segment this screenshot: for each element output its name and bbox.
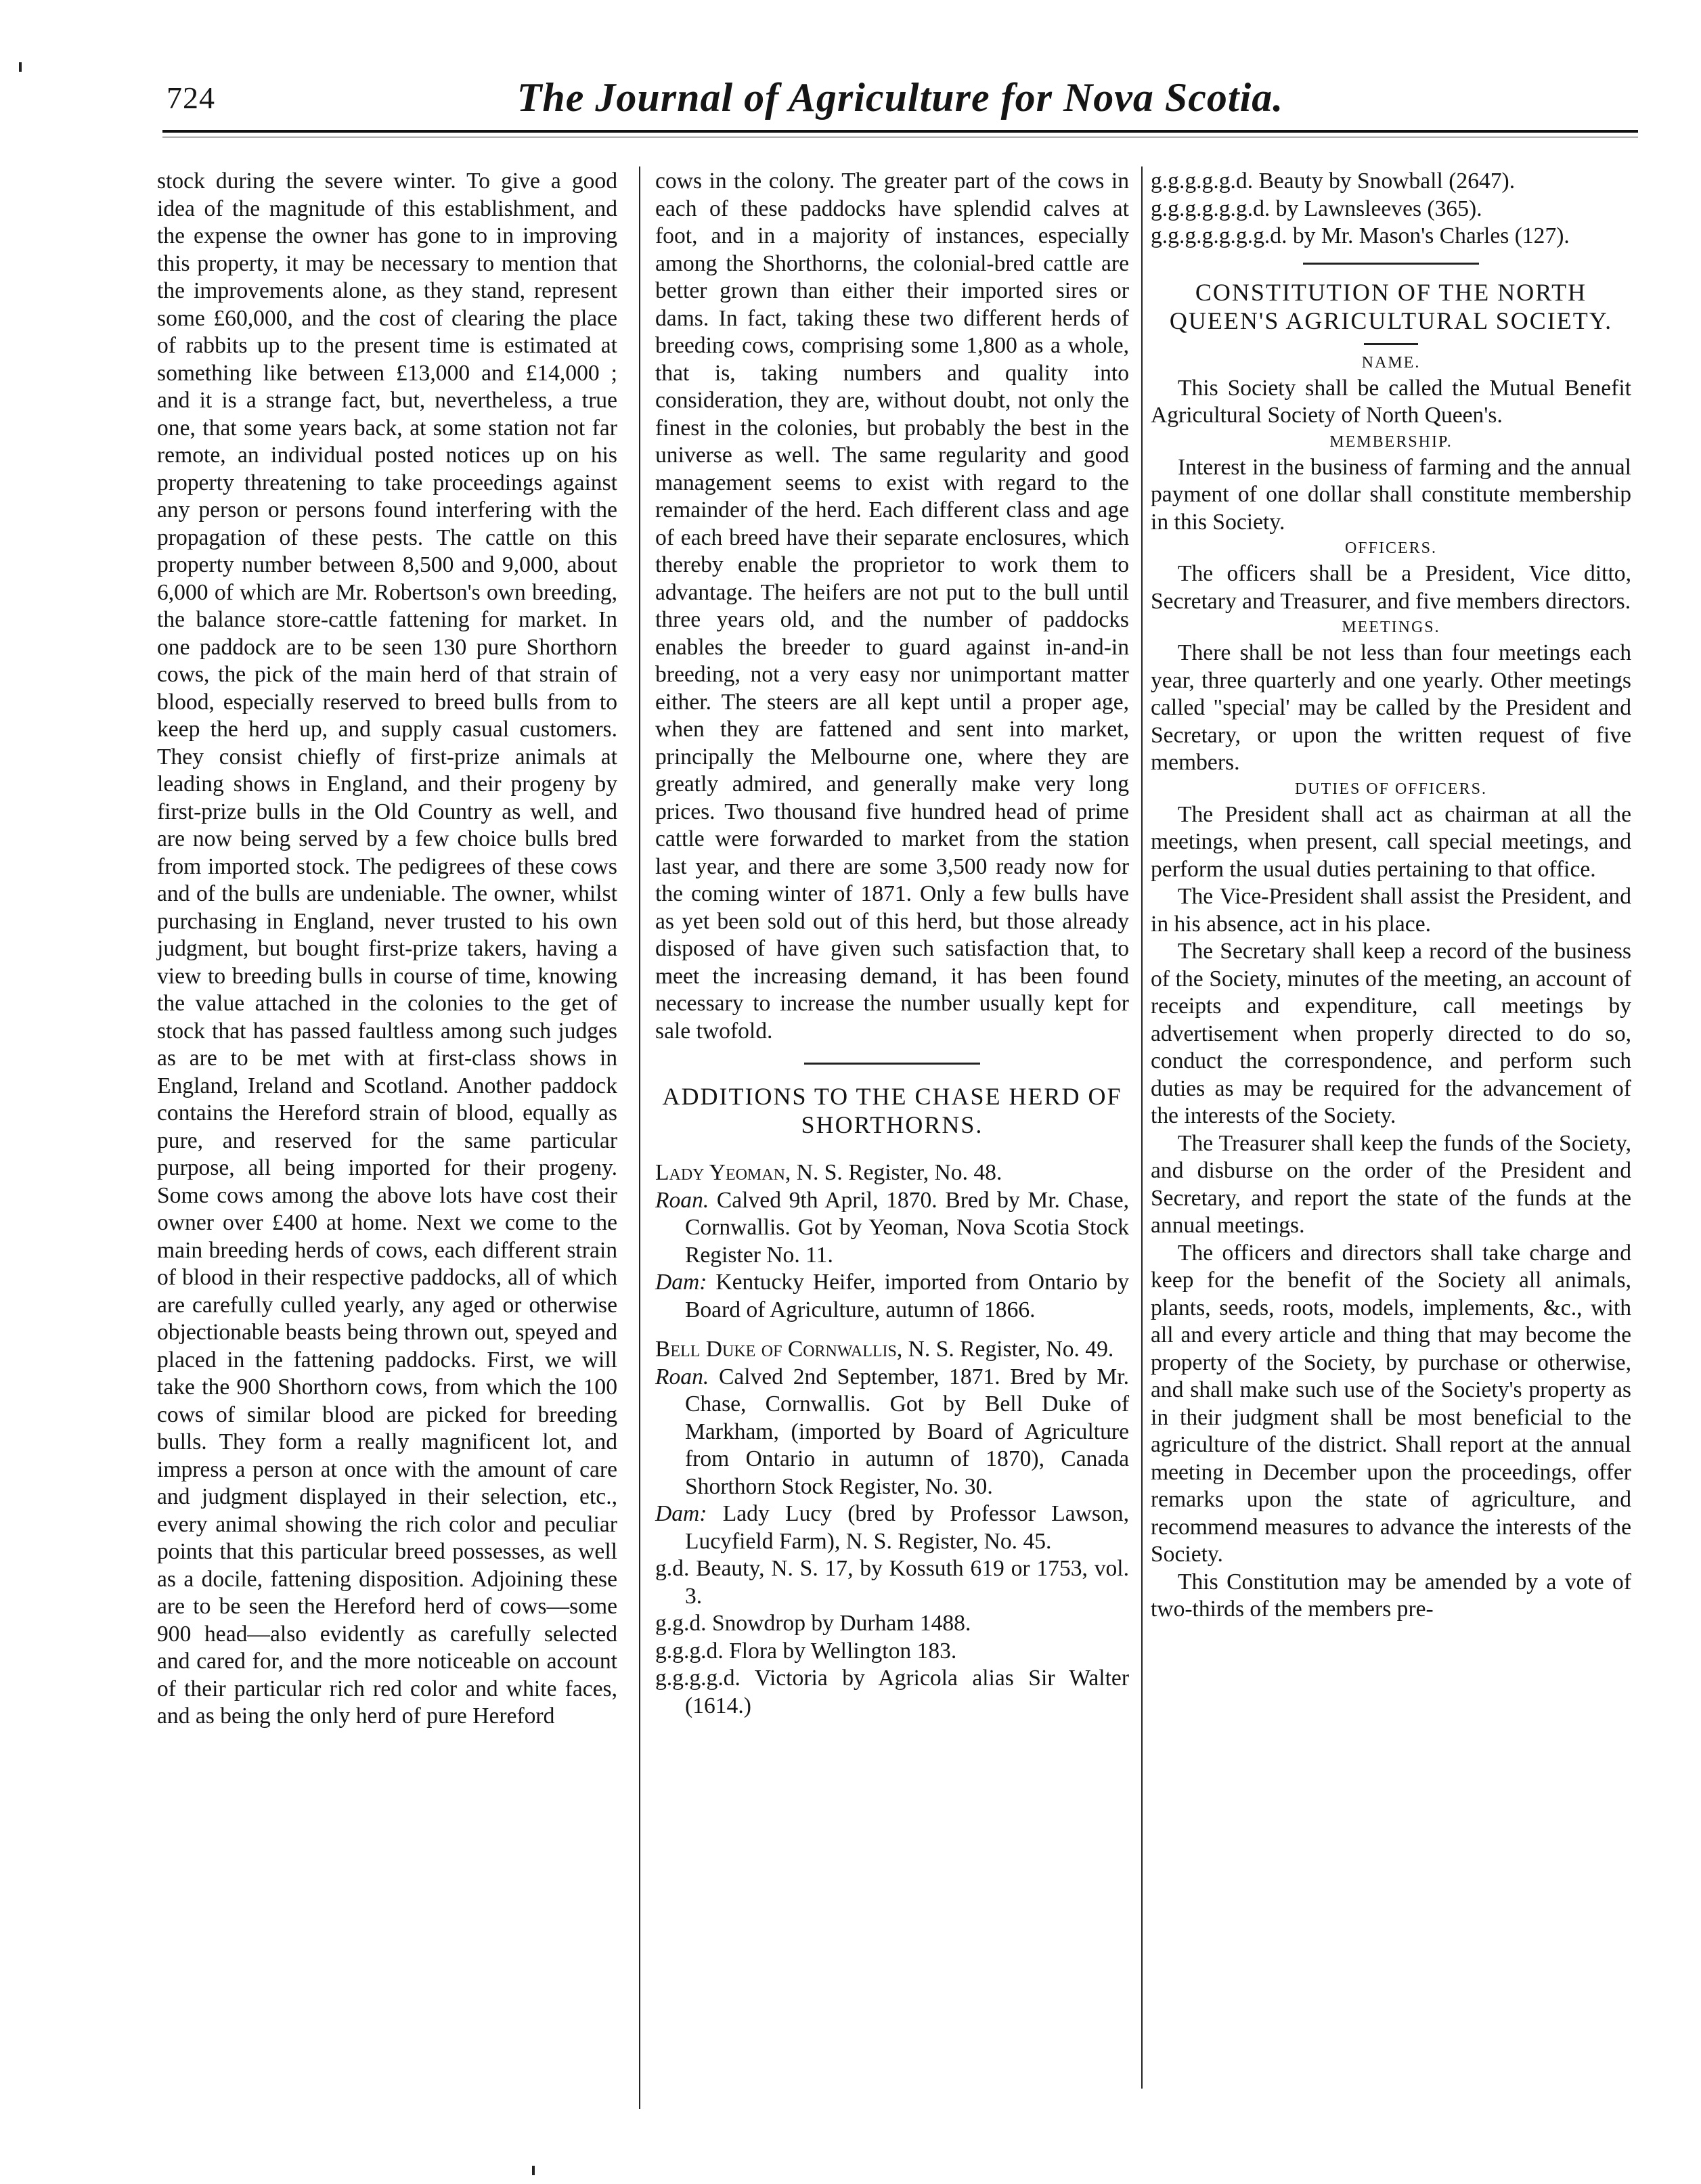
paragraph-duties-directors: The officers and directors shall take charge and keep for the benefit of the Society all animals, plants, seeds, roots, models, implements, &c., with all and every article and thing that may become the property of the Society, by purchase or otherwise, and shall make such use of the Society's property as in their judgment shall be most beneficial to the agriculture of the district. Shall report at the annual meeting in December upon the proceedings, offer remarks upon the state of agriculture, and recommend measures to advance the interests of the Society. <box>1151 1240 1631 1567</box>
subheading-membership: MEMBERSHIP. <box>1329 432 1453 451</box>
paragraph-name: This Society shall be called the Mutual Benefit Agricultural Society of North Queen's. <box>1151 375 1631 428</box>
animal-name: Lady Yeoman, <box>655 1160 791 1185</box>
paragraph-meetings: There shall be not less than four meetings each year, three quarterly and one yearly. Other meetings called "special' may be called by the President and Secretary, or upon the written request of five members. <box>1151 640 1631 775</box>
entry-text: Calved 9th April, 1870. Bred by Mr. Chase, Cornwallis. Got by Yeoman, Nova Scotia Stock Register No. 11. <box>685 1187 1129 1268</box>
animal-name: Bell Duke of Cornwallis, <box>655 1337 903 1362</box>
section-divider <box>804 1063 980 1065</box>
pedigree-entry: g.g.g.g.g.g.g.d. by Mr. Mason's Charles (127). <box>1151 223 1570 248</box>
paragraph-duties-president: The President shall act as chairman at all the meetings, when present, call special meetings, and perform the usual duties pertaining to that office. <box>1151 801 1631 882</box>
entry-label: Roan. <box>655 1187 709 1213</box>
section-title-constitution: CONSTITUTION OF THE NORTH QUEEN'S AGRICULTURAL SOCIETY. <box>1169 278 1613 334</box>
column-2 <box>655 168 1129 1720</box>
pedigree-entry: g.g.g.g.d. Victoria by Agricola alias Sir Walter (1614.) <box>655 1666 1129 1718</box>
subheading-officers: OFFICERS. <box>1344 539 1438 557</box>
column-divider-right <box>1141 166 1143 2089</box>
page-number: 724 <box>167 81 215 115</box>
paragraph-duties-vice-president: The Vice-President shall assist the President, and in his absence, act in his place. <box>1151 884 1631 937</box>
short-divider <box>1364 343 1418 345</box>
entry-label: Dam: <box>655 1501 707 1526</box>
pedigree-entry <box>655 1336 1129 1364</box>
paragraph-duties-secretary: The Secretary shall keep a record of the business of the Society, minutes of the meeting, an account of receipts and expenditure, call meetings by advertisement when properly directed to do so, conduct the correspondence, and perform such duties as may be required for the advancement of the interests of the Society. <box>1151 939 1631 1128</box>
pedigree-entry: g.d. Beauty, N. S. 17, by Kossuth 619 or 1753, vol. 3. <box>655 1556 1129 1609</box>
pedigree-entry <box>655 1500 1129 1555</box>
column-1 <box>157 168 617 1731</box>
pedigree-entry: g.g.g.g.g.d. Beauty by Snowball (2647). <box>1151 169 1516 194</box>
section-divider <box>1303 263 1479 265</box>
column-3 <box>1151 168 1631 1624</box>
pedigree-entry: g.g.g.g.g.g.d. by Lawnsleeves (365). <box>1151 196 1482 221</box>
article-continuation-end: cows in the colony. The greater part of the cows in each of these paddocks have splendid calves at foot, and in a majority of instances, especially among the Shorthorns, the colonial-bred cattle are better grown than either their imported sires or dams. In fact, taking these two different herds of breeding cows, comprising some 1,800 as a whole, that is, taking numbers and quality into consideration, they are, without doubt, not only the finest in the colonies, but probably the best in the universe as well. The same regularity and good management seems to exist with regard to the remainder of the herd. Each different class and age of each breed have their separate enclosures, which thereby enable the proprietor to work them to advantage. The heifers are not put to the bull until three years old, and the number of paddocks enables the breeder to guard against in-and-in breeding, not a very easy nor unimportant matter either. The steers are all kept until a proper age, when they are fattened and sent into market, principally the Melbourne one, where they are greatly admired, and generally make very long prices. Two thousand five hundred head of prime cattle were forwarded to market from the station last year, and there are some 3,500 ready now for the coming winter of 1871. Only a few bulls have as yet been sold out of this herd, but those already disposed of have given such satisfaction that, to meet the increasing demand, it has been found necessary to increase the number usually kept for sale twofold. <box>655 169 1129 1044</box>
pedigree-entry <box>655 1364 1129 1501</box>
paragraph-officers: The officers shall be a President, Vice ditto, Secretary and Treasurer, and five members directors. <box>1151 561 1631 614</box>
article-continuation: stock during the severe winter. To give a good idea of the magnitude of this establishment, and the expense the owner has gone to in improving this property, it may be necessary to mention that the improvements alone, as they stand, represent some £60,000, and the cost of clearing the place of rabbits up to the present time is estimated at something like between £13,000 and £14,000 ; and it is a strange fact, but, nevertheless, a true one, that some years back, at some station not far remote, an individual posted notices up on his property threatening to take proceedings against any person or persons found interfering with the propagation of these pests. The cattle on this property number between 8,500 and 9,000, about 6,000 of which are Mr. Robertson's own breeding, the balance store-cattle fattening for market. In one paddock are to be seen 130 pure Shorthorn cows, the pick of the main herd of that strain of blood, especially reserved to breed bulls from to keep the herd up, and supply casual customers. They consist chiefly of first-prize animals at leading shows in England, and their progeny by first-prize bulls in the Old Country as well, and are now being served by a few choice bulls bred from imported stock. The pedigrees of these cows and of the bulls are undeniable. The owner, whilst purchasing in England, never trusted to his own judgment, but bought first-prize takers, having a view to breeding bulls in course of time, knowing the value attached in the colonies to the get of stock that has passed faultless among such judges as are to be met with at first-class shows in England, Ireland and Scotland. Another paddock contains the Hereford strain of blood, equally as pure, and reserved for the same particular purpose, all being imported for their progeny. Some cows among the above lots have cost their owner over £400 at home. Next we come to the main breeding herds of cows, each different strain of blood in their respective paddocks, all of which are carefully culled yearly, any aged or otherwise objectionable beasts being thrown out, speyed and placed in the fattening paddocks. First, we will take the 900 Shorthorn cows, from which the 100 cows of similar blood are picked for breeding bulls. They form a really magnificent lot, and impress a person at once with the amount of care and judgment displayed in their selection, etc., every animal showing the rich color and peculiar points that this particular breed possesses, as well as a docile, fattening disposition. Adjoining these are to be seen the Hereford herd of cows—some 900 head—also evidently as carefully selected and cared for, and the more noticeable on account of their particular rich red color and white faces, and as being the only herd of pure Hereford <box>157 169 617 1729</box>
pedigree-entry: g.g.d. Snowdrop by Durham 1488. <box>655 1611 971 1636</box>
scan-mark <box>19 62 22 72</box>
entry-text: Lady Lucy (bred by Professor Lawson, Lucyfield Farm), N. S. Register, No. 45. <box>685 1501 1129 1554</box>
header-rule <box>162 130 1638 133</box>
entry-text: Kentucky Heifer, imported from Ontario by Board of Agriculture, autumn of 1866. <box>685 1270 1129 1322</box>
column-divider-left <box>639 166 640 2109</box>
paragraph-amendment: This Constitution may be amended by a vote of two-thirds of the members pre- <box>1151 1569 1631 1622</box>
subheading-meetings: MEETINGS. <box>1342 619 1440 636</box>
subheading-name: NAME. <box>1361 353 1421 372</box>
entry-label: Dam: <box>655 1270 707 1295</box>
pedigree-entry <box>655 1159 1129 1187</box>
scan-mark <box>532 2166 535 2175</box>
entry-text: Calved 2nd September, 1871. Bred by Mr. Chase, Cornwallis. Got by Bell Duke of Markham, (imported by Board of Agriculture from Ontario in autumn of 1870), Canada Shorthorn Stock Register, No. 30. <box>685 1364 1129 1499</box>
section-title-chase-herd: ADDITIONS TO THE CHASE HERD OF SHORTHORNS. <box>662 1083 1122 1138</box>
entry-text: N. S. Register, No. 49. <box>902 1337 1114 1362</box>
entry-text: N. S. Register, No. 48. <box>791 1160 1002 1185</box>
subheading-duties: DUTIES OF OFFICERS. <box>1294 780 1488 798</box>
paragraph-membership: Interest in the business of farming and the annual payment of one dollar shall constitute membership in this Society. <box>1151 454 1631 535</box>
entry-label: Roan. <box>655 1364 709 1389</box>
paragraph-duties-treasurer: The Treasurer shall keep the funds of the Society, and disburse on the order of the President and Secretary, and report the state of the funds at the annual meetings. <box>1151 1130 1631 1238</box>
pedigree-entry <box>655 1187 1129 1270</box>
pedigree-entry: g.g.g.d. Flora by Wellington 183. <box>655 1638 957 1664</box>
page-header <box>162 74 1638 129</box>
running-title: The Journal of Agriculture for Nova Scotia. <box>516 75 1284 120</box>
pedigree-entry <box>655 1269 1129 1324</box>
